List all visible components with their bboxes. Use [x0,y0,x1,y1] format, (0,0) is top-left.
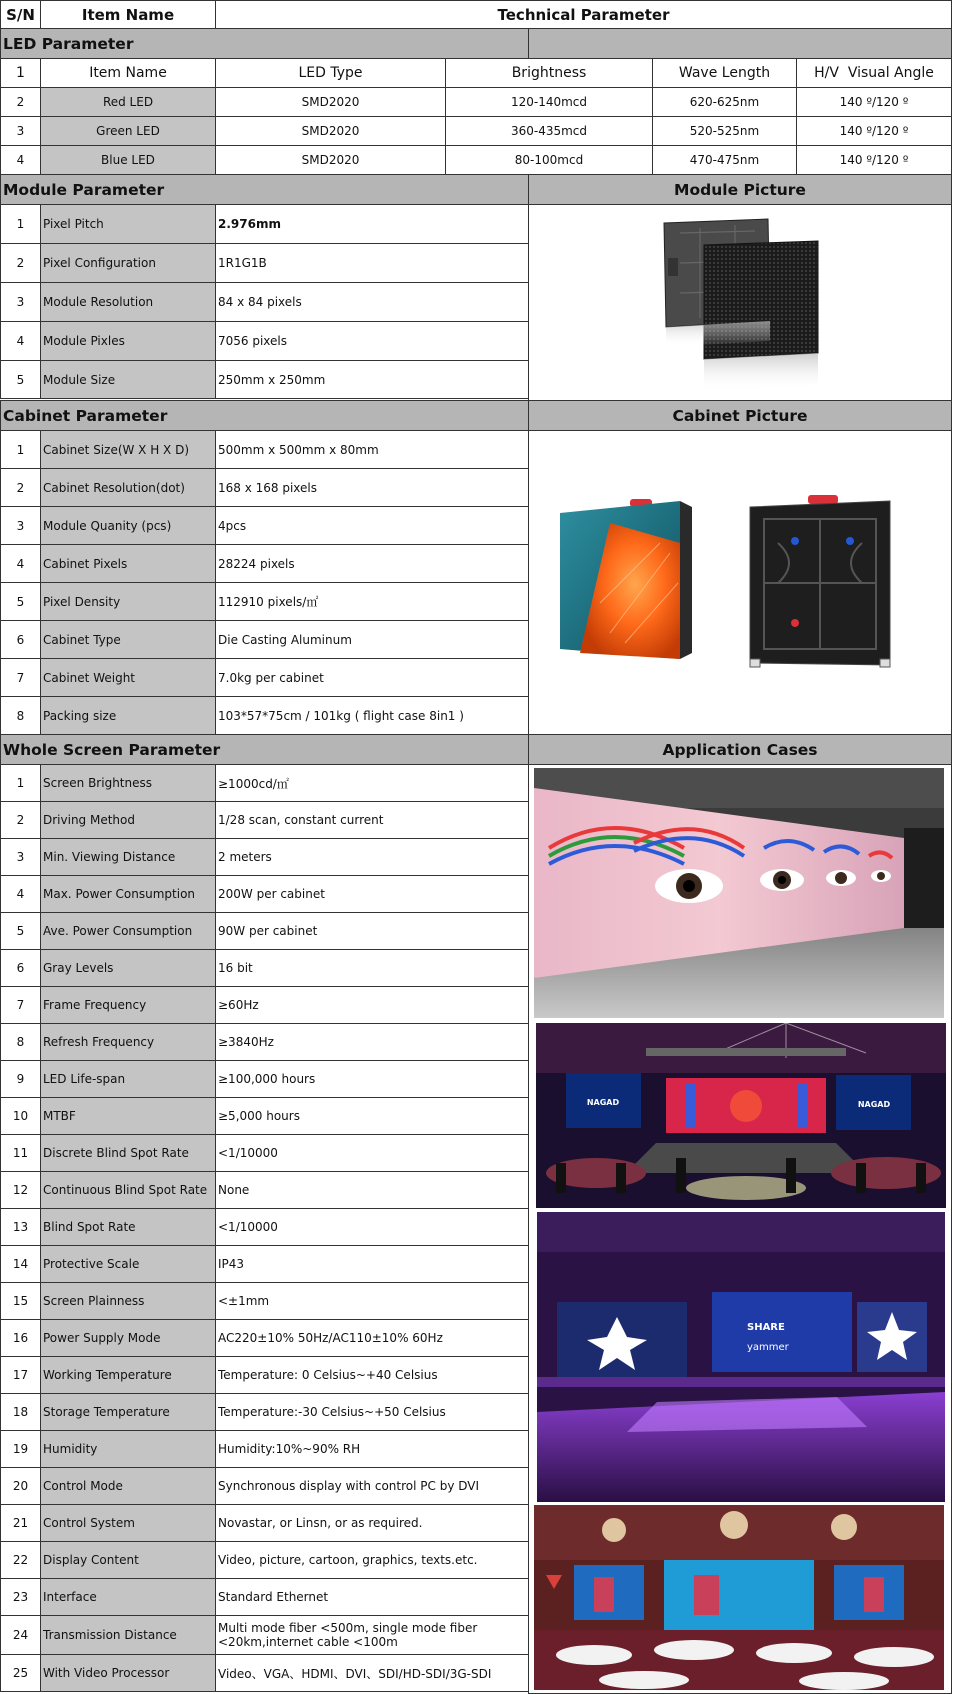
led-wave-length: 520-525nm [652,116,797,146]
row-sn: 21 [0,1504,41,1542]
param-name: Pixel Density [40,582,216,621]
param-value: 200W per cabinet [215,875,529,913]
row-sn: 1 [0,764,41,802]
param-value: None [215,1171,529,1209]
cabinet-image [550,483,930,683]
param-name: Pixel Pitch [40,204,216,244]
led-brightness: 360-435mcd [445,116,653,146]
cabinet-section-title: Cabinet Parameter [0,400,529,431]
led-item: Blue LED [40,145,216,175]
led-row-sn: 3 [0,116,41,146]
param-value: 84 x 84 pixels [215,282,529,322]
led-item: Red LED [40,87,216,117]
led-brightness: 120-140mcd [445,87,653,117]
led-type: SMD2020 [215,87,446,117]
row-sn: 11 [0,1134,41,1172]
row-sn: 7 [0,986,41,1024]
param-name: Module Size [40,360,216,399]
param-name: Blind Spot Rate [40,1208,216,1246]
row-sn: 1 [0,204,41,244]
led-col-led-type: LED Type [215,58,446,88]
row-sn: 2 [0,243,41,283]
param-name: Max. Power Consumption [40,875,216,913]
led-row-sn: 4 [0,145,41,175]
param-value: <1/10000 [215,1208,529,1246]
param-name: Cabinet Resolution(dot) [40,468,216,507]
header-sn: S/N [0,0,41,29]
param-value: Standard Ethernet [215,1578,529,1616]
param-name: Cabinet Weight [40,658,216,697]
param-value: 1R1G1B [215,243,529,283]
param-value: ≥5,000 hours [215,1097,529,1135]
param-name: Interface [40,1578,216,1616]
led-wave-length: 620-625nm [652,87,797,117]
param-value: 500mm x 500mm x 80mm [215,430,529,469]
param-name: Packing size [40,696,216,735]
module-section-title: Module Parameter [0,174,529,205]
param-name: Power Supply Mode [40,1319,216,1357]
led-visual-angle: 140 º/120 º [796,87,952,117]
row-sn: 3 [0,506,41,545]
row-sn: 12 [0,1171,41,1209]
row-sn: 2 [0,801,41,839]
param-name: Cabinet Size(W X H X D) [40,430,216,469]
param-value: 2 meters [215,838,529,876]
application-cases-title: Application Cases [528,734,952,765]
param-value: AC220±10% 50Hz/AC110±10% 60Hz [215,1319,529,1357]
param-value: Die Casting Aluminum [215,620,529,659]
row-sn: 9 [0,1060,41,1098]
led-row-sn: 1 [0,58,41,88]
param-name: Transmission Distance [40,1615,216,1655]
cabinet-picture-title: Cabinet Picture [528,400,952,431]
row-sn: 2 [0,468,41,507]
param-value: 16 bit [215,949,529,987]
param-name: Storage Temperature [40,1393,216,1431]
row-sn: 19 [0,1430,41,1468]
row-sn: 16 [0,1319,41,1357]
application-photo-purple-stage [537,1212,945,1502]
led-col-visual-angle: H/V Visual Angle [796,58,952,88]
param-name: With Video Processor [40,1654,216,1692]
yammer-text: yammer [747,1342,789,1353]
led-type: SMD2020 [215,145,446,175]
module-picture-title: Module Picture [528,174,952,205]
row-sn: 24 [0,1615,41,1655]
row-sn: 5 [0,582,41,621]
row-sn: 8 [0,1023,41,1061]
param-name: LED Life-span [40,1060,216,1098]
param-value: ≥1000cd/㎡ [215,764,529,802]
row-sn: 4 [0,321,41,361]
param-value: 28224 pixels [215,544,529,583]
param-name: Display Content [40,1541,216,1579]
param-name: Pixel Configuration [40,243,216,283]
row-sn: 7 [0,658,41,697]
row-sn: 6 [0,620,41,659]
cabinet-picture [528,430,952,735]
param-name: Screen Plainness [40,1282,216,1320]
led-item: Green LED [40,116,216,146]
param-value: Temperature: 0 Celsius~+40 Celsius [215,1356,529,1394]
row-sn: 17 [0,1356,41,1394]
led-section-filler [528,28,952,59]
param-name: Min. Viewing Distance [40,838,216,876]
row-sn: 8 [0,696,41,735]
row-sn: 5 [0,360,41,399]
led-col-wave-length: Wave Length [652,58,797,88]
param-value: Video、VGA、HDMI、DVI、SDI/HD-SDI/3G-SDI [215,1654,529,1692]
row-sn: 18 [0,1393,41,1431]
row-sn: 23 [0,1578,41,1616]
param-name: MTBF [40,1097,216,1135]
param-name: Gray Levels [40,949,216,987]
param-value: 90W per cabinet [215,912,529,950]
application-photo-eyes [534,768,944,1018]
led-type: SMD2020 [215,116,446,146]
row-sn: 13 [0,1208,41,1246]
param-name: Refresh Frequency [40,1023,216,1061]
param-name: Protective Scale [40,1245,216,1283]
led-visual-angle: 140 º/120 º [796,116,952,146]
param-name: Module Resolution [40,282,216,322]
param-value: 4pcs [215,506,529,545]
param-value: Synchronous display with control PC by DVI [215,1467,529,1505]
param-value: 112910 pixels/㎡ [215,582,529,621]
row-sn: 4 [0,875,41,913]
row-sn: 3 [0,282,41,322]
row-sn: 15 [0,1282,41,1320]
param-value: 7.0kg per cabinet [215,658,529,697]
share-text: SHARE [747,1322,785,1333]
param-name: Control Mode [40,1467,216,1505]
header-technical-parameter: Technical Parameter [215,0,952,29]
param-value: Multi mode fiber <500m, single mode fiber <20km,internet cable <100m [215,1615,529,1655]
param-name: Control System [40,1504,216,1542]
row-sn: 4 [0,544,41,583]
param-value: <1/10000 [215,1134,529,1172]
led-wave-length: 470-475nm [652,145,797,175]
row-sn: 1 [0,430,41,469]
header-item-name: Item Name [40,0,216,29]
param-value: Novastar, or Linsn, or as required. [215,1504,529,1542]
led-col-brightness: Brightness [445,58,653,88]
application-cases-panel [528,764,952,1694]
param-value: ≥60Hz [215,986,529,1024]
param-value: Temperature:-30 Celsius~+50 Celsius [215,1393,529,1431]
led-row-sn: 2 [0,87,41,117]
param-name: Module Quanity (pcs) [40,506,216,545]
param-value: 250mm x 250mm [215,360,529,399]
param-name: Driving Method [40,801,216,839]
application-photo-banquet-hall [534,1505,944,1690]
module-image [640,213,840,393]
param-name: Frame Frequency [40,986,216,1024]
param-value: <±1mm [215,1282,529,1320]
param-value: ≥3840Hz [215,1023,529,1061]
whole-section-title: Whole Screen Parameter [0,734,529,765]
param-value: 2.976mm [215,204,529,244]
row-sn: 10 [0,1097,41,1135]
module-picture [528,204,952,401]
param-value: 1/28 scan, constant current [215,801,529,839]
param-name: Screen Brightness [40,764,216,802]
nagad-right-text: NAGAD [857,1100,891,1109]
row-sn: 25 [0,1654,41,1692]
param-name: Cabinet Type [40,620,216,659]
led-brightness: 80-100mcd [445,145,653,175]
param-name: Discrete Blind Spot Rate [40,1134,216,1172]
param-value: 103*57*75cm / 101kg ( flight case 8in1 ) [215,696,529,735]
led-section-title: LED Parameter [0,28,529,59]
row-sn: 20 [0,1467,41,1505]
param-value: ≥100,000 hours [215,1060,529,1098]
row-sn: 3 [0,838,41,876]
param-name: Ave. Power Consumption [40,912,216,950]
application-photo-nagad-stage [536,1023,946,1208]
led-col-item-name: Item Name [40,58,216,88]
param-name: Humidity [40,1430,216,1468]
param-name: Module Pixles [40,321,216,361]
param-value: Video, picture, cartoon, graphics, texts.etc. [215,1541,529,1579]
row-sn: 22 [0,1541,41,1579]
param-name: Cabinet Pixels [40,544,216,583]
param-value: 168 x 168 pixels [215,468,529,507]
row-sn: 5 [0,912,41,950]
row-sn: 14 [0,1245,41,1283]
nagad-left-text: NAGAD [586,1098,620,1107]
param-value: 7056 pixels [215,321,529,361]
param-name: Continuous Blind Spot Rate [40,1171,216,1209]
param-name: Working Temperature [40,1356,216,1394]
param-value: IP43 [215,1245,529,1283]
row-sn: 6 [0,949,41,987]
param-value: Humidity:10%~90% RH [215,1430,529,1468]
led-visual-angle: 140 º/120 º [796,145,952,175]
